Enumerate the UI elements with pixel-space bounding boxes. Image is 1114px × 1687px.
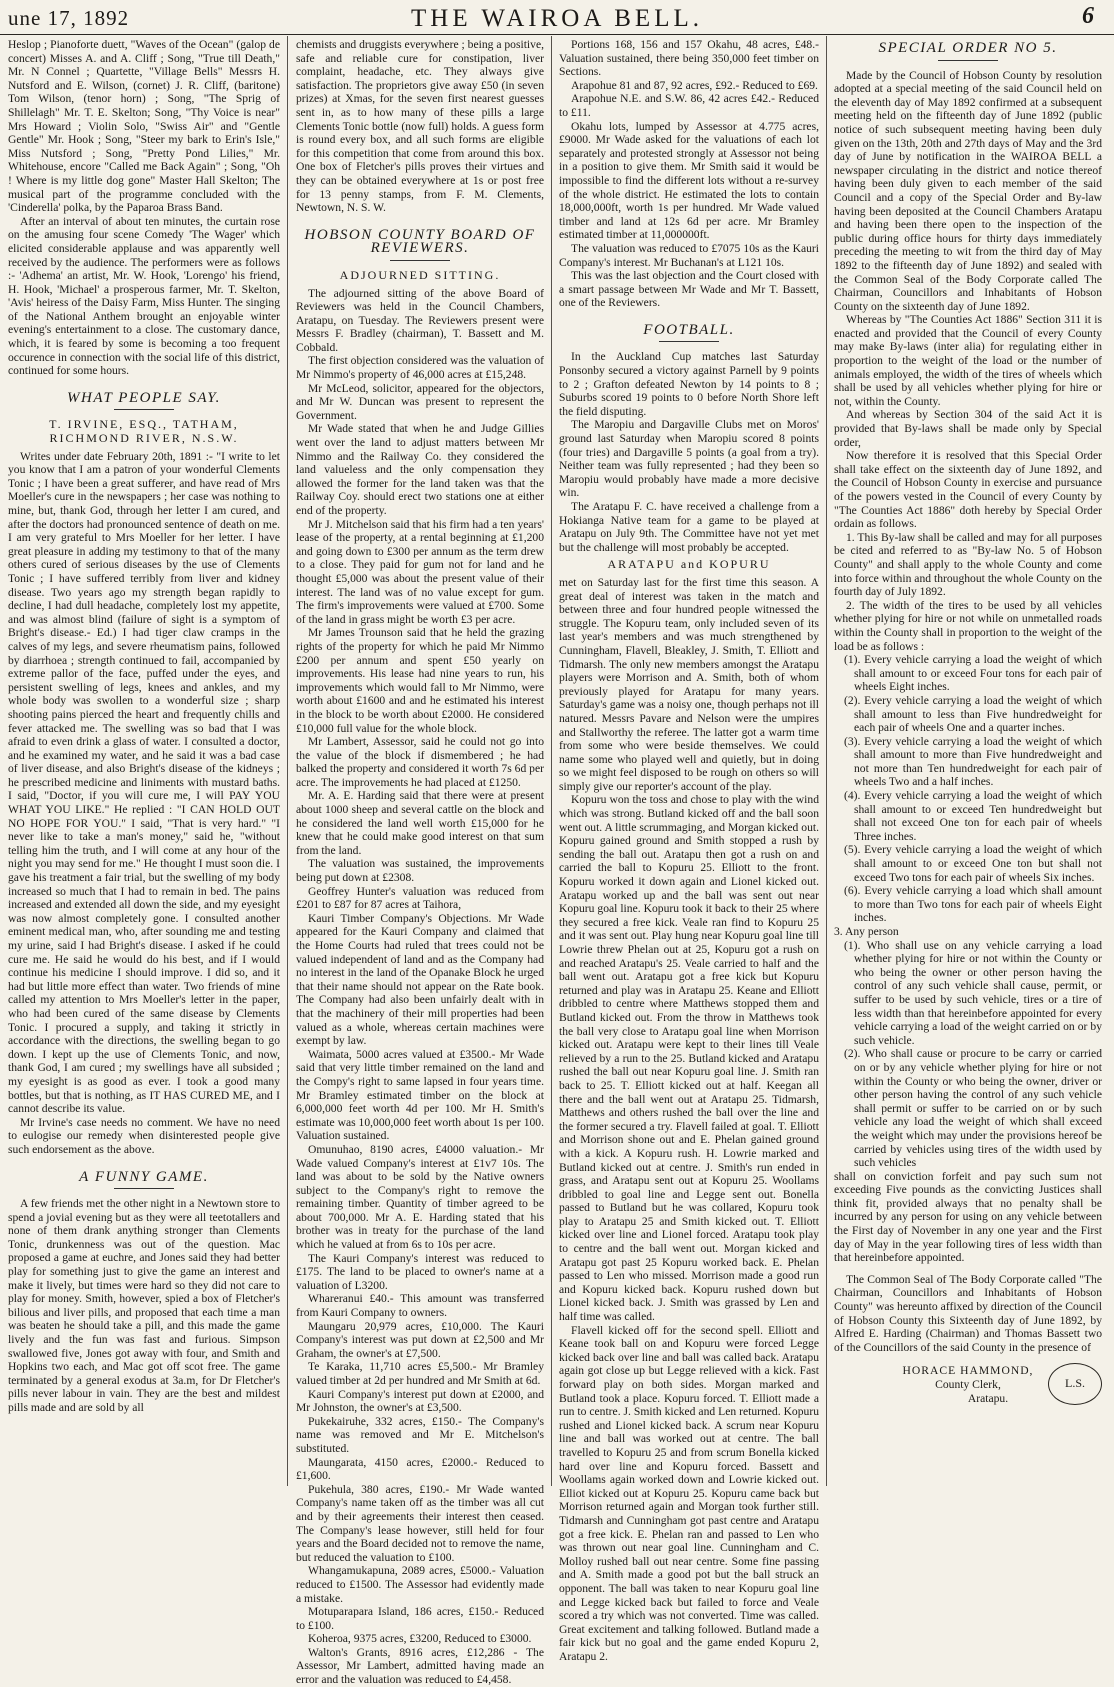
- seal-mark: L.S.: [1048, 1363, 1102, 1405]
- paragraph: Flavell kicked off for the second spell. Elliott and Keane took ball on and Kopuru were forced Legge kicked back over line and ball was called back. Aratapu again got close up but Legge relieved with a kick. Fast forward play on both sides. Morgan marked and Butland took a place. Kopuru forced. T. Elliott made a run to centre. J. Smith kicked and Len returned. Kopuru rushed and Lionel kicked back. A scrum near Kopuru line and ball was worked out at centre. The ball travelled to Kopuru 25 and from scrum Bonella kicked hard over line and Kopuru forced. Bassett and Woollams again worked down and Lowrie kicked out. Elliot kicked out at Kopuru 25. Kopuru came back but Morrison returned again and Morgan took further still. Tidmarsh and Cunningham got past centre and Aratapu got a free kick. E. Phelan ran and passed to Len who was thrown out near goal line. Cunningham and C. Molloy rushed ball out near centre. Some fine passing and A. Smith made a good pot but the ball struck an opponent. The ball was taken to near Kopuru goal line and Legge kicked back but failed to force and Veale scored a try which was not converted. Time was called. Great excitement and talking followed. Butland made a fair kick but no goal and the game ended Kopuru 2, Aratapu 2.: [559, 1323, 819, 1663]
- issue-date: une 17, 1892: [8, 6, 130, 30]
- bylaw-item: (1). Who shall use on any vehicle carrying a load whether plying for hire or not within the County or who being the owner or other person having the control of any such vehicle shall cause, permit, or suffer to be used by such vehicle, tires or a tire of less width than that hereinbefore appointed for every vehicle carrying a load of the weight carried on or by such vehicle.: [844, 938, 1102, 1047]
- paragraph: 2. The width of the tires to be used by all vehicles whether plying for hire or not while on unmetalled roads within the County shall in proportion to the weight of the load be as follows :: [834, 598, 1102, 653]
- paragraph: Mr J. Mitchelson said that his firm had a ten years' lease of the property, at a rental beginning at £1,200 and going down to £300 per annum as the term drew to a close. They paid for gum not for land and he thought £5,000 was about the present value of their interest. The land was of no value except for gum. The firm's improvements were valued at £700. Some of the land in grass might be worth £3 per acre.: [296, 517, 544, 626]
- paragraph: The valuation was sustained, the improvements being put down at £2308.: [296, 857, 544, 885]
- paragraph: Okahu lots, lumped by Assessor at 4.775 acres, £9000. Mr Wade asked for the valuations of each lot separately and protested strongly at Assessor not being in a position to give them. Mr Smith said it would be impossible to find the different lots without a re-survey of the whole district. He estimated the lots to contain 18,000,000ft, worth 1s per hundred. Mr Wade valued timber and land at 12s 6d per acre. Mr Bramley estimated timber at 11,000000ft.: [559, 119, 819, 242]
- paragraph: After an interval of about ten minutes, the curtain rose on the amusing four scene Comedy 'The Wager' which elicited considerable applause and was apparently well received by the audience. The performers were as follows :- 'Adhema' an artist, Mr. W. Hook, 'Lorengo' his friend, H. Hook, 'Michael' a prosperous farmer, Mr. T. Skelton, 'Avis' heiress of the Daisy Farm, Miss Hunter. The singing of the National Anthem brought an enjoyable winter evening's entertainment to a close. The customary dance, which, it is feared by some is becoming a too frequent occurence in connection with the social life of this district, continued for some hours.: [8, 214, 280, 378]
- paragraph: A few friends met the other night in a Newtown store to spend a jovial evening but as they were all teetotallers and none of them drank anything stronger than Clements Tonic, drunkenness was out of the question. Mac proposed a game at euchre, and Jones said they had better play for something just to give the game an interest and make it lively, but times were hard so they did not care to play for money. Smith, however, spied a box of Fletcher's bilious and liver pills, and proposed that each time a man was beaten he should take a pill, and this made the game lively and the fun was fast and furious. Simpson swallowed five, Jones got away with four, and Smith and Hopkins two each, and Mac got off scot free. The game terminated by a general exodus at 3a.m, for Dr Fletcher's pills never labour in vain. They are the best and mildest pills made and are sold by all: [8, 1197, 280, 1414]
- column-1: [8, 38, 280, 1488]
- bylaw-item: (1). Every vehicle carrying a load the weight of which shall amount to or exceed Four tons for each pair of wheels Eight inches.: [844, 653, 1102, 694]
- paragraph: In the Auckland Cup matches last Saturday Ponsonby secured a victory against Parnell by 9 points to 2 ; Grafton defeated Newton by 14 points to 8 ; Suburbs scored 19 points to 0 before North Shore left the field disputing.: [559, 350, 819, 418]
- paragraph: Mr. A. E. Harding said that there were at present about 1000 sheep and several cattle on the block and he considered the land well worth £15,000 for he knew that he could make good interest on that sum from the land.: [296, 789, 544, 857]
- section-heading: HOBSON COUNTY BOARD OF REVIEWERS.: [304, 226, 536, 257]
- column-divider: [826, 36, 827, 1486]
- paragraph: The valuation was reduced to £7075 10s as the Kauri Company's interest. Mr Buchanan's at L121 10s.: [559, 241, 819, 269]
- paragraph: chemists and druggists everywhere ; being a positive, safe and reliable cure for constipation, liver complaint, headache, etc. They always give satisfaction. The proprietors give away £50 (in seven prizes) at Xmas, for the seven first nearest guesses sent in, as to how many of these pills a large Clements Tonic bottle (now full) holds. A guess form is round every box, and all such forms are eligible for this competition that come from around this box. One box of Fletcher's pills proves their virtues and they can be obtained everywhere at 1s or post free for 13 penny stamps, from F. M. Clements, Newtown, N. S. W.: [296, 38, 544, 215]
- paragraph: 3. Any person: [834, 925, 899, 938]
- subheading: ADJOURNED SITTING.: [339, 267, 501, 282]
- paragraph: Koheroa, 9375 acres, £3200, Reduced to £3000.: [308, 1632, 532, 1646]
- paragraph: Motuparapara Island, 186 acres, £150.- Reduced to £100.: [296, 1605, 544, 1632]
- section-heading: FOOTBALL.: [643, 321, 735, 338]
- bylaw-item: (3). Every vehicle carrying a load the weight of which shall amount to more than Five hundredweight and not more than Ten hundredweight for each pair of wheels Two and a half inches.: [844, 734, 1102, 789]
- paragraph: Maungarata, 4150 acres, £2000.- Reduced to £1,600.: [296, 1455, 544, 1483]
- paragraph: Mr James Trounson said that he held the grazing rights of the property for which he paid Mr Nimmo £200 per annum and spent £50 yearly on improvements. His lease had nine years to run, his improvements which would fall to Mr Nimmo, were worth about £1600 and and he estimated his interest in the block to be worth about £2000. He considered £10,000 full value for the whole block.: [296, 626, 544, 735]
- paragraph: Arapohue N.E. and S.W. 86, 42 acres £42.- Reduced to £11.: [559, 92, 819, 119]
- paragraph: Kauri Company's interest put down at £2000, and Mr Johnston, the owner's at £3,500.: [296, 1387, 544, 1415]
- signature-block: [834, 1364, 1102, 1405]
- paragraph: Pukehula, 380 acres, £190.- Mr Wade wanted Company's name taken off as the timber was all cut and by their agreements their interest then ceased. The Company's lease however, still held for four years and the Board decided not to remove the name, but reduced the valuation to £100.: [296, 1482, 544, 1564]
- paragraph: Whareranui £40.- This amount was transferred from Kauri Company to owners.: [296, 1292, 544, 1320]
- paragraph: met on Saturday last for the first time this season. A great deal of interest was taken in the match and between three and four hundred people witnessed the struggle. The Kopuru team, only included seven of its last year's members and was much strengthened by Cunningham, Flavell, Bleakley, J. Smith, T. Elliott and Tidmarsh. The only new members amongst the Aratapu players were Morrison and A. Smith, both of whom previously played for Aratapu for many years. Saturday's game was a noisy one, though perhaps not ill natured. Messrs Pavare and Nelson were the umpires and Stallworthy the referee. The latter got a warm time from some who were beside themselves. We could name some who played well and quietly, but in doing so we might feel disposed to be rough on others so will simply give our reporter's account of the play.: [559, 575, 819, 793]
- paragraph: Omunuhao, 8190 acres, £4000 valuation.- Mr Wade valued Company's interest at £1v7 10s. The land was about to be sold by the Native owners subject to the Company's right to remove the remaining timber. Quantity of timber agreed to be about 700,000. Mr A. E. Harding stated that his brother was in treaty for the purchase of the land which he valued at from 6s to 10s per acre.: [296, 1142, 544, 1252]
- paragraph: Mr McLeod, solicitor, appeared for the objectors, and Mr W. Duncan was present to represent the Government.: [296, 381, 544, 422]
- paragraph: shall on conviction forfeit and pay such sum not exceeding Five pounds as the convicting Justices shall think fit, provided always that no penalty shall be incurred by any person for using on any vehicle between the First day of November in any one year and the First day of May in the year following tires of less width than that hereinbefore appointed.: [834, 1169, 1102, 1265]
- paragraph: Te Karaka, 11,710 acres £5,500.- Mr Bramley valued timber at 2d per hundred and Mr Smith at 6d.: [296, 1360, 544, 1387]
- paragraph: And whereas by Section 304 of the said Act it is provided that By-laws shall be made only by Special order,: [834, 408, 1102, 449]
- bylaw-item: (2). Every vehicle carrying a load the weight of which shall amount to less than Five hundredweight for each pair of wheels One and a quarter inches.: [844, 693, 1102, 735]
- paragraph: Whereas by "The Counties Act 1886" Section 311 it is enacted and provided that the Council of every County may make By-laws (inter alia) for regulating either in proportion to the weight of the load or the number of animals employed, the width of the tires of wheels which shall be used by all vehicles whether plying for hire or not, within the County.: [834, 313, 1102, 408]
- paragraph: Made by the Council of Hobson County by resolution adopted at a special meeting of the said Council held on the eleventh day of May 1892 confirmed at a subsequent meeting held on the fifteenth day of June 1892 (public notice of such subsequent meeting having been duly given on the 13th, 20th and 27th days of May and the 3rd day of June by notification in the WAIROA BELL a newspaper circulating in the district and notice thereof having been duly given to each member of the said Council and a copy of the Special Order and By-law having been deposited at the Council Chambers Aratapu and having been there open to the inspection of the public during office hours for thirty days immediately preceding the meeting to wit from the third day of May 1892 to the fifteenth day of June 1892) and sealed with the Common Seal of the Body Corporate called The Chairman, Councillors and Inhabitants of Hobson County on the sixteenth day of June 1892.: [834, 68, 1102, 313]
- column-2: [296, 38, 544, 1687]
- paragraph: 1. This By-law shall be called and may for all purposes be cited and referred to as "By-law No. 5 of Hobson County" and shall apply to the whole County and come into force within and throughout the whole County on the fourth day of July 1892.: [834, 530, 1102, 599]
- signatory-title: County Clerk,: [935, 1378, 1001, 1391]
- paragraph: The Aratapu F. C. have received a challenge from a Hokianga Native team for a game to be played at Aratapu on July 9th. The Committee have not yet met but the challenge will most probably be accepted.: [559, 500, 819, 554]
- paragraph: The Kauri Company's interest was reduced to £175. The land to be placed to owner's name at a valuation of L3200.: [296, 1251, 544, 1292]
- section-heading: SPECIAL ORDER NO 5.: [878, 40, 1058, 56]
- section-heading: WHAT PEOPLE SAY.: [67, 389, 221, 406]
- paragraph: The adjourned sitting of the above Board of Reviewers was held in the Council Chambers, Aratapu, on Tuesday. The Reviewers present were Messrs F. Bradley (chairman), T. Bassett and M. Cobbald.: [296, 286, 544, 354]
- paragraph: Heslop ; Pianoforte duett, "Waves of the Ocean" (galop de concert) Misses A. and A. Cliff ; Song, "True till Death," Mr. N Connel ; Quartette, "Village Bells" Messrs H. Nutsford and E. Wilson, (cornet) J. R. Cliff, (baritone) Tom Wilson, (tenor horn) ; Song, "The Sprig of Shillelagh" Mr. T. E. Skelton; Song, "Thy Voice is near" Mrs Howard ; Violin Solo, "Swiss Air" and "Gentle Gentle" Mr. Hook ; Song, "Steer my bark to Erin's Isle," Miss Nutsford ; Song, "Pretty Pond Lilies," Mr. Whitehouse, encore "Called me Back Again" ; Song, "Oh ! Where is my little dog gone" Master Hall Skelton; The musical part of the programme concluded with the 'Cinderella' polka, by the Paparoa Brass Band.: [8, 38, 280, 215]
- paragraph: The Common Seal of The Body Corporate called "The Chairman, Councillors and Inhabitants of Hobson County" was hereunto affixed by direction of the Council of Hobson County this Sixteenth day of June 1892, by Alfred E. Harding (Chairman) and Thomas Bassett two of the Councillors of the said County in the presence of: [834, 1272, 1102, 1354]
- divider: [390, 260, 450, 261]
- signatory-name: HORACE HAMMOND,: [902, 1364, 1034, 1378]
- paragraph: Kauri Timber Company's Objections. Mr Wade appeared for the Kauri Company and claimed that the Home Courts had ruled that trees could not be valued independent of land and as the Company had no interest in the land of the Opanake Block he urged that their name should not appear on the Rate book. The Company had also been unfairly dealt with in that the machinery of their mill properties had been valued as a whole, whereas certain machines were exempt by law.: [296, 911, 544, 1048]
- masthead-title: THE WAIROA BELL.: [411, 5, 703, 32]
- paragraph: Arapohue 81 and 87, 92 acres, £92.- Reduced to £69.: [571, 78, 818, 92]
- paragraph: Mr Lambert, Assessor, said he could not go into the value of the block if dismembered ; he had balked the property and considered it worth 7s 6d per acre. The improvements he had placed at £1250.: [296, 735, 544, 789]
- paragraph: Now therefore it is resolved that this Special Order shall take effect on the sixteenth day of June 1892, and the Council of Hobson County in exercise and pursuance of the powers vested in the Council of every County by "The Counties Act 1886" doth hereby by Special Order ordain as follows.: [834, 449, 1102, 531]
- divider: [938, 60, 998, 61]
- page-header: [0, 0, 1114, 35]
- paragraph: Writes under date February 20th, 1891 :- "I write to let you know that I am a patron of your wonderful Clements Tonic ; I have been a great sufferer, and have read of Mrs Moeller's cure in the newspapers ; her case was nothing to mine, but, thank God, through her letter I am cured, and after the doctors had pronounced sentence of death on me. I am very grateful to Mrs Moeller for her letter. I have great pleasure in adding my testimony to that of the many others cured of serious diseases by the use of Clements Tonic ; I have suffered terribly from liver and kidney disease. Two years ago my strength began rapidly to decline, I had dull headache, completely lost my appetite, and was almost blind (failure of sight is a symptom of Bright's disease.- Ed.) I had tiger claw cramps in the calves of my legs, and severe rheumatism pains, followed by diarrhoea ; strength continued to fail, accompanied by extreme pallor of the face, puffed under the eyes, and persistent swelling of legs, knees and ankles, and my whole body was swollen to a wonderful size ; sharp shooting pains pierced the heart and frequently chills and fever attacked me. The swelling was so bad that I was afraid to even drink a glass of water. I consulted a doctor, and he examined my water, and he said it was a bad case of liver disease, and also Bright's disease of the kidneys ; he prescribed medicine and liniments with mustard baths. I said, "Doctor, if you will cure me, I will PAY YOU WHAT YOU LIKE." He replied : "I CAN HOLD OUT NO HOPE FOR YOU." I said, "That is very hard." "I never like to take a man's money," said he, "without telling him the truth, and I will come at any hour of the night you may send for me." He thought I must soon die. I gave his treatment a fair trial, but the swelling of my body increased so much that I had to remain in bed. The pains increased and extended all down the side, and my eyesight was now almost completely gone. I consulted another eminent medical man, who, after sounding me and testing my urine, said I had Bright's disease. I asked if he could cure me. He said he would do his best, and if I would continue his medicine I should improve. I did so, and it had but little more effect than water. Two friends of mine called my attention to Mrs Moeller's letter in the paper, who had been cured of the same disease by Clements Tonic. I procured a supply, and taking it strictly in accordance with the directions, the swelling began to go down. I kept up the use of Clements Tonic, and now, thank God, I am cured ; my swellings have all subsided ; my eyesight is as good as ever. I took a good many bottles, but that is nothing, as IT HAS CURED ME, and I cannot describe its value.: [8, 449, 280, 1116]
- column-4: [834, 38, 1102, 1488]
- paragraph: The Maropiu and Dargaville Clubs met on Moros' ground last Saturday when Maropiu scored 8 points (four tries) and Dargaville 5 points (a goal from a try). Neither team was fully represented ; had they been so Maropiu would probably have made a more decisive win.: [559, 418, 819, 500]
- column-divider: [287, 36, 288, 1486]
- section-heading: A FUNNY GAME.: [79, 1168, 209, 1185]
- signatory-place: Aratapu.: [967, 1391, 1009, 1405]
- divider: [114, 1188, 174, 1189]
- bylaw-item: (2). Who shall cause or procure to be carry or carried on or by any vehicle whether plying for hire or not within the County or who being the owner, driver or other person having the control of any such vehicle shall permit or suffer to be carried on or by such vehicle any load the weight of which shall exceed the weight which may under the provisions hereof be carried by vehicles using tires of the width used by such vehicles: [844, 1047, 1102, 1170]
- subheading: ARATAPU and KOPURU: [607, 557, 771, 572]
- divider: [659, 341, 719, 342]
- paragraph: Mr Wade stated that when he and Judge Gillies went over the land to adjust matters between Mr Nimmo and the Railway Co. they considered the land valueless and the only compensation they allowed the former for the land taken was that the Railway Coy. should erect two stations one at either end of the property.: [296, 422, 544, 517]
- paragraph: The first objection considered was the valuation of Mr Nimmo's property of 46,000 acres at £15,248.: [296, 354, 544, 382]
- bylaw-item: (6). Every vehicle carrying a load which shall amount to more than Two tons for each pair of wheels Eight inches.: [844, 884, 1102, 925]
- column-divider: [551, 36, 552, 1486]
- paragraph: Kopuru won the toss and chose to play with the wind which was strong. Butland kicked off and the ball soon went out. A little scrummaging, and Morgan kicked out. Kopuru gained ground and Smith stopped a rush by sending the ball out. Aratapu then got a rush on and carried the ball to Kopuru 25. Elliott to the front. Kopuru worked it down again and Lionel kicked out. Aratapu worked up and the ball was sent out near Kopuru goal line. Kopuru took it back to their 25 where they secured a free kick. Veale ran find to Kopuru 25 and it was sent out. Play hung near Kopuru goal line till Lowrie threw Phelan out at 25, Kopuru got a rush on and reached Aratapu's 25. Veale carried to half and the ball went out. Aratapu got a free kick but Kopuru returned and play was in Aratapu 25. Keane and Elliott dribbled to centre where Matthews stopped them and Butland kicked out. From the throw in Matthews took the ball very close to Aratapu goal line when Morrison kicked out. Aratapu were kept to their lines till Veale relieved by a run to the 25. Butland kicked and Aratapu rushed the ball out near Kopuru goal line. J. Smith ran back to 25. T. Elliott kicked out at half. Keegan all there and the ball went out at Aratapu 25. Tidmarsh, Matthews and others rushed the ball over the line and the former secured a try. Flavell failed at goal. T. Elliott and Morrison shone out and E. Phelan gained ground with a kick. A Kopuru rush. H. Lowrie marked and Butland kicked out at centre. J. Smith's run ended in grass, and Aratapu sent out at Kopuru 25. Woollams dribbled to goal line and Legge sent out. Bonella passed to Butland but he was collared, Kopuru took play to Aratapu 25 and Smith kicked out. T. Elliott kicked over line and Lionel forced. Aratapu took play to centre and the ball went out. Morgan kicked and Aratapu got past 25 Kopuru worked back. E. Phelan passed to Len who missed. Morrison made a good run and Kopuru kicked back. Kopuru rushed down but Lionel kicked back. J. Smith was grassed by Len and half time was called.: [559, 793, 819, 1324]
- divider: [114, 409, 174, 410]
- paragraph: Portions 168, 156 and 157 Okahu, 48 acres, £48.- Valuation sustained, there being 350,000 feet timber on Sections.: [559, 38, 819, 79]
- paragraph: Pukekairuhe, 332 acres, £150.- The Company's name was removed and Mr E. Mitchelson's substituted.: [296, 1414, 544, 1455]
- paragraph: Mr Irvine's case needs no comment. We have no need to eulogise our remedy when disinterested people give such endorsement as the above.: [8, 1115, 280, 1156]
- page-number: 6: [1082, 3, 1094, 29]
- bylaw-item: (4). Every vehicle carrying a load the weight of which shall amount to or exceed Ten hundredweight but shall not exceed One ton for each pair of wheels Three inches.: [844, 789, 1102, 843]
- bylaw-item: (5). Every vehicle carrying a load the weight of which shall amount to or exceed One ton but shall not exceed Two tons for each pair of wheels Six inches.: [844, 843, 1102, 884]
- paragraph: Whangamukapuna, 2089 acres, £5000.- Valuation reduced to £1500. The Assessor had evidently made a mistake.: [296, 1564, 544, 1605]
- paragraph: This was the last objection and the Court closed with a smart passage between Mr Wade and Mr T. Bassett, one of the Reviewers.: [559, 269, 819, 310]
- subheading: T. IRVINE, ESQ., TATHAM, RICHMOND RIVER, N.S.W.: [49, 417, 239, 446]
- paragraph: Walton's Grants, 8916 acres, £12,286 - The Assessor, Mr Lambert, admitted having made an error and the valuation was reduced to £4,458.: [296, 1645, 544, 1687]
- paragraph: Geoffrey Hunter's valuation was reduced from £201 to £87 for 87 acres at Taihora,: [296, 884, 544, 912]
- paragraph: Waimata, 5000 acres valued at £3500.- Mr Wade said that very little timber remained on the land and the Compy's right to same lapsed in four years time. Mr Bramley estimated timber on the block at 6,000,000 feet worth 4d per 100. Mr H. Smith's estimate was 10,000,000 feet worth about 1s per 100. Valuation sustained.: [296, 1047, 544, 1143]
- column-3: [559, 38, 819, 1663]
- paragraph: Maungaru 20,979 acres, £10,000. The Kauri Company's interest was put down at £2,500 and Mr Graham, the owner's at £7,500.: [296, 1319, 544, 1360]
